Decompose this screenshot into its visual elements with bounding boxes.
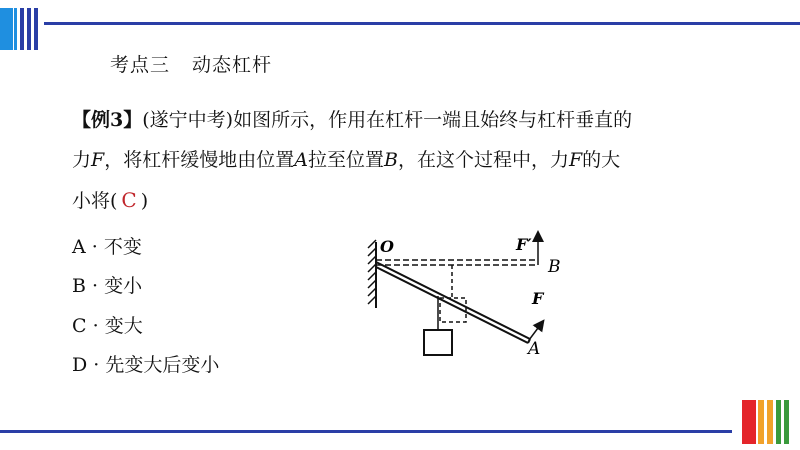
question-source: (遂宁中考) <box>142 109 234 131</box>
option-sep: · <box>93 354 100 376</box>
decor-bar <box>784 400 789 444</box>
option-c <box>72 311 143 338</box>
var-F: F <box>91 149 105 171</box>
option-b <box>72 271 142 298</box>
section-title: 动态杠杆 <box>192 54 273 76</box>
text: 拉至位置 <box>307 149 384 171</box>
top-divider <box>44 22 800 25</box>
option-sep: · <box>92 315 99 337</box>
label-b: B <box>548 257 561 277</box>
option-d <box>72 350 219 377</box>
option-text: 变大 <box>104 315 143 337</box>
option-letter: D <box>72 354 88 376</box>
question-line-1 <box>72 108 732 132</box>
var-A: A <box>294 149 308 171</box>
option-letter: B <box>72 275 86 297</box>
decor-bar <box>34 8 38 50</box>
option-text: 变小 <box>104 275 143 297</box>
block <box>424 296 452 355</box>
question-text-1: 如图所示，作用在杠杆一端且始终与杠杆垂直的 <box>233 109 633 131</box>
option-sep: · <box>92 275 99 297</box>
var-F: F <box>568 149 583 171</box>
option-text: 先变大后变小 <box>105 354 220 376</box>
text: ，在这个过程中，力 <box>397 149 569 171</box>
block-position-b <box>440 265 466 322</box>
text: 小将( <box>72 190 118 212</box>
label-a: A <box>528 339 541 359</box>
text: ，将杠杆缓慢地由位置 <box>104 149 295 171</box>
text: 的大 <box>582 149 621 171</box>
text: ) <box>140 190 149 212</box>
option-letter: A <box>72 236 86 258</box>
section-number: 考点三 <box>110 54 171 76</box>
label-o: O <box>380 237 394 256</box>
lever-diagram <box>360 228 580 364</box>
decor-bar <box>767 400 773 444</box>
decor-bar <box>758 400 764 444</box>
question-label: 【例3】 <box>72 109 143 131</box>
lever-position-b <box>376 260 538 265</box>
decor-bar <box>20 8 24 50</box>
decor-bar <box>776 400 781 444</box>
decor-bar <box>742 400 756 444</box>
text: 力 <box>72 149 92 171</box>
option-a <box>72 232 142 259</box>
label-f: F <box>532 289 544 308</box>
answer: C <box>121 188 137 212</box>
option-letter: C <box>72 315 87 337</box>
bottom-divider <box>0 430 732 433</box>
var-B: B <box>383 149 398 171</box>
option-sep: · <box>91 236 98 258</box>
label-f-prime: F′ <box>516 235 532 254</box>
decor-bar <box>0 8 13 50</box>
question-line-3 <box>72 188 732 213</box>
decor-bar <box>27 8 31 50</box>
question-line-2 <box>72 148 732 172</box>
option-text: 不变 <box>103 236 142 258</box>
section-heading <box>110 50 294 77</box>
force-arrow-f <box>529 324 541 340</box>
wall <box>368 240 376 308</box>
decor-bar <box>14 8 17 50</box>
